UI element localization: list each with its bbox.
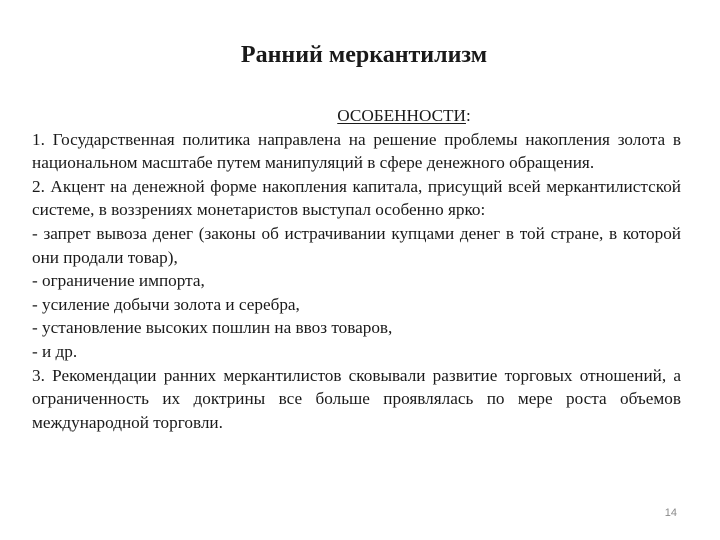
list-item: - установление высоких пошлин на ввоз товаров, xyxy=(32,318,393,338)
list-item: - усиление добычи золота и серебра, xyxy=(32,294,300,314)
subheading-colon: : xyxy=(465,106,471,125)
point-1: 1. Государственная политика направлена на решение проблемы накопления золота в национальном масштабе путем манипуляций в сфере денежного обращения. xyxy=(32,129,681,173)
list-item: - и др. xyxy=(32,341,78,361)
page-number: 14 xyxy=(664,507,677,519)
point-2: 2. Акцент на денежной форме накопления капитала, присущий всей меркантилистской системе, в воззрениях монетаристов выступал особенно ярко: xyxy=(32,176,681,220)
list-item: - ограничение импорта, xyxy=(32,271,205,291)
list-item: - запрет вывоза денег (законы об истрачивании купцами денег в той стране, в которой они продали товар), xyxy=(32,223,681,267)
slide-title: Ранний меркантилизм xyxy=(240,42,488,68)
slide-body xyxy=(32,104,681,434)
subheading xyxy=(127,104,681,128)
point-3: 3. Рекомендации ранних меркантилистов сковывали развитие торговых отношений, а ограниченность их доктрины все больше проявлялась по мере роста объемов международной торговли. xyxy=(32,365,681,432)
subheading-word: ОСОБЕННОСТИ xyxy=(337,106,466,125)
restrictions-list xyxy=(32,222,681,364)
